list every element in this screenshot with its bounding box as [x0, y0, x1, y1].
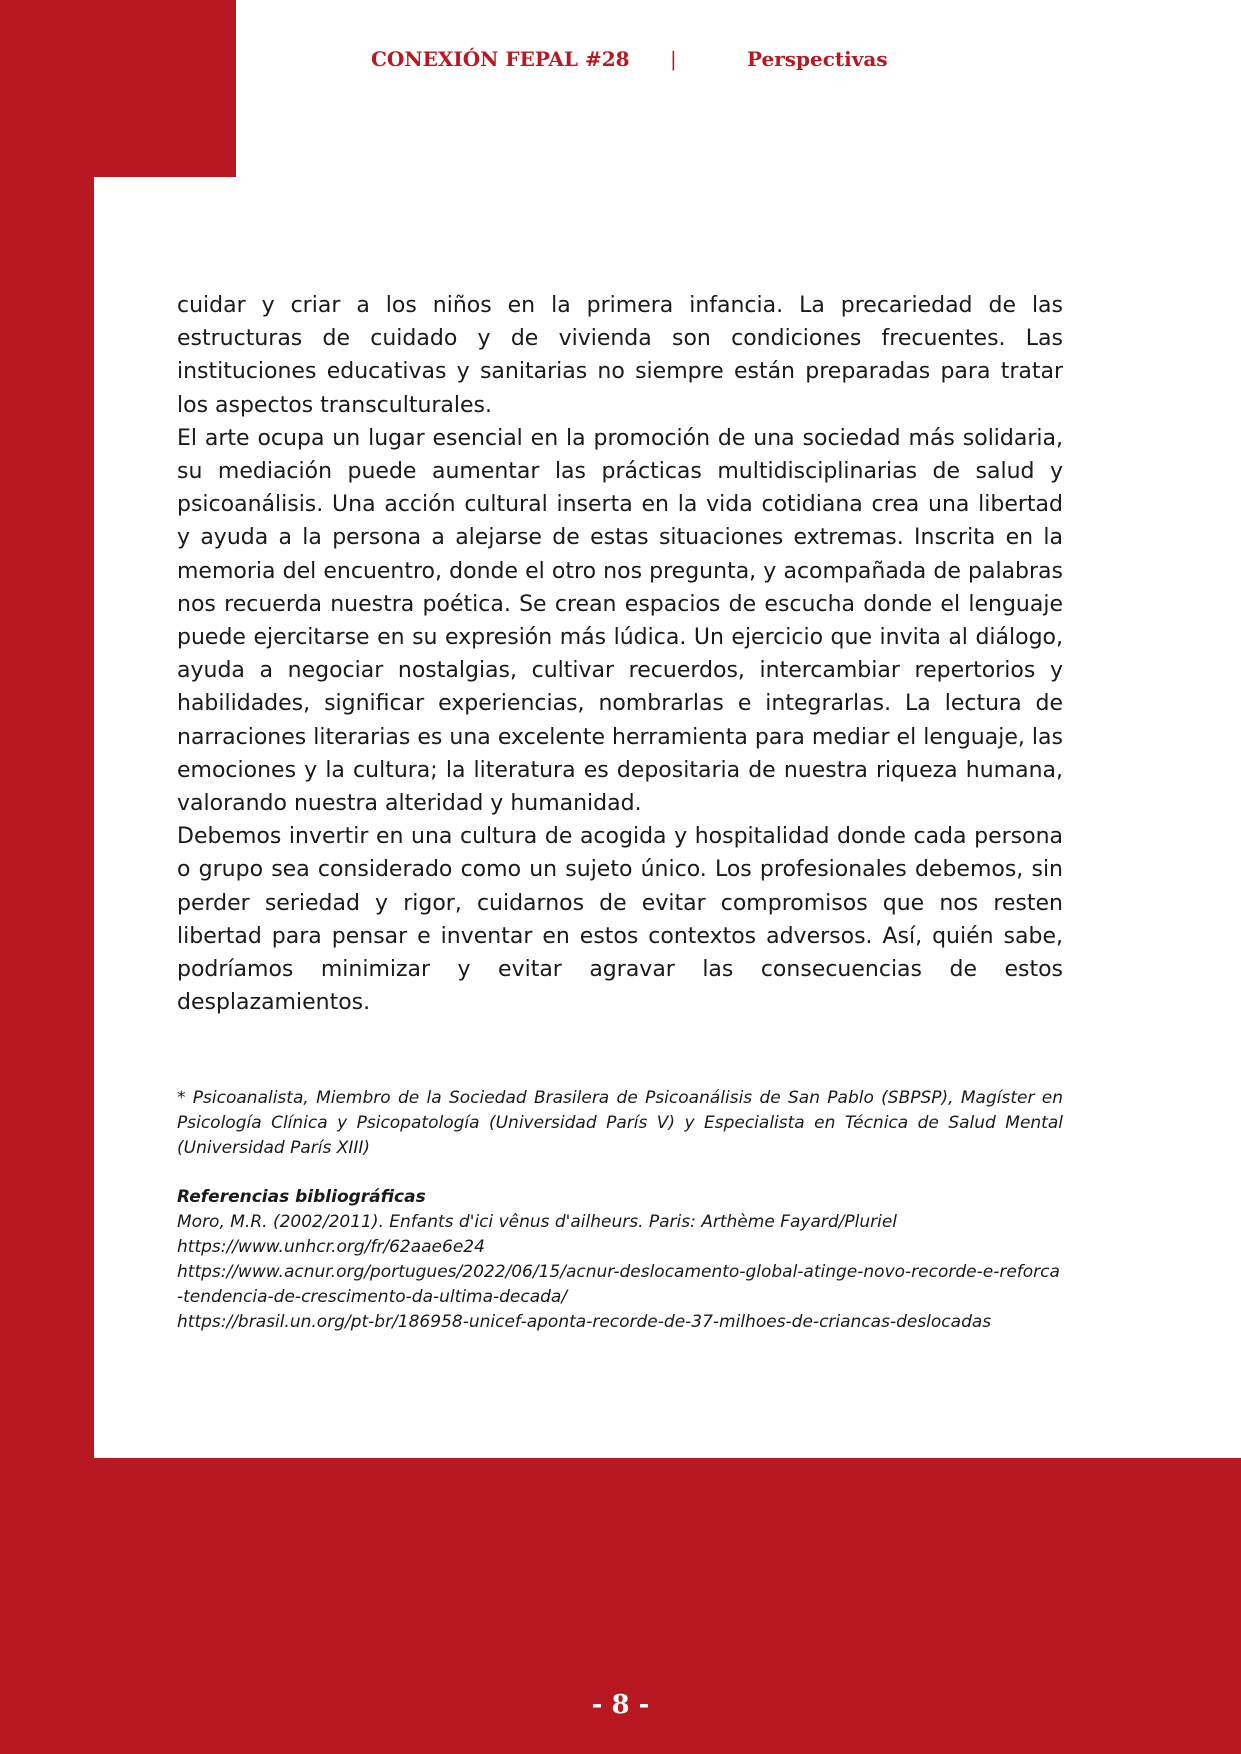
section-title: Perspectivas	[747, 47, 888, 71]
reference-link[interactable]: https://brasil.un.org/pt-br/186958-unicef-aponta-recorde-de-37-milhoes-de-criancas-deslocadas	[177, 1312, 992, 1332]
journal-title: CONEXIÓN FEPAL #28	[371, 47, 630, 71]
body-paragraph: Debemos invertir en una cultura de acogida y hospitalidad donde cada persona o grupo sea considerado como un sujeto único. Los profesionales debemos, sin perder seriedad y rigor, cuidarnos de evitar compromisos que nos resten libertad para pensar e inventar en estos contextos adversos. Así, quién sabe, podríamos minimizar y evitar agravar las consecuencias de estos desplazamientos.	[177, 824, 1063, 1016]
header-divider: |	[670, 47, 677, 71]
article-body	[177, 289, 1063, 1019]
body-paragraph: El arte ocupa un lugar esencial en la promoción de una sociedad más solidaria, su mediación puede aumentar las prácticas multidisciplinarias de salud y psicoanálisis. Una acción cultural inserta en la vida cotidiana crea una libertad y ayuda a la persona a alejarse de estas situaciones extremas. Inscrita en la memoria del encuentro, donde el otro nos pregunta, y acompañada de palabras nos recuerda nuestra poética. Se crean espacios de escucha donde el lenguaje puede ejercitarse en su expresión más lúdica. Un ejercicio que invita al diálogo, ayuda a negociar nostalgias, cultivar recuerdos, intercambiar repertorios y habilidades, significar experiencias, nombrarlas e integrarlas. La lectura de narraciones literarias es una excelente herramienta para mediar el lenguaje, las emociones y la cultura; la literatura es depositaria de nuestra riqueza humana, valorando nuestra alteridad y humanidad.	[177, 425, 1063, 817]
page-number: - 8 -	[591, 1690, 650, 1720]
author-note: * Psicoanalista, Miembro de la Sociedad Brasilera de Psicoanálisis de San Pablo (SBPSP), Magíster en Psicología Clínica y Psicopatología (Universidad París V) y Especialista en Técnica de Salud Mental (Universidad París XIII)	[177, 1088, 1063, 1158]
reference-link[interactable]: https://www.acnur.org/portugues/2022/06/15/acnur-deslocamento-global-atinge-novo-recorde-e-reforca-tendencia-de-crescimento-da-ultima-decada/	[177, 1262, 1060, 1307]
body-paragraph: cuidar y criar a los niños en la primera infancia. La precariedad de las estructuras de cuidado y de vivienda son condiciones frecuentes. Las instituciones educativas y sanitarias no siempre están preparadas para tratar los aspectos transculturales.	[177, 293, 1063, 418]
reference-link[interactable]: https://www.unhcr.org/fr/62aae6e24	[177, 1237, 485, 1257]
references-section	[177, 1185, 1063, 1335]
references-title: Referencias bibliográficas	[177, 1187, 426, 1207]
red-top-tab	[0, 0, 236, 177]
reference-item: Moro, M.R. (2002/2011). Enfants d'ici vênus d'ailheurs. Paris: Arthème Fayard/Pluriel	[177, 1212, 898, 1232]
